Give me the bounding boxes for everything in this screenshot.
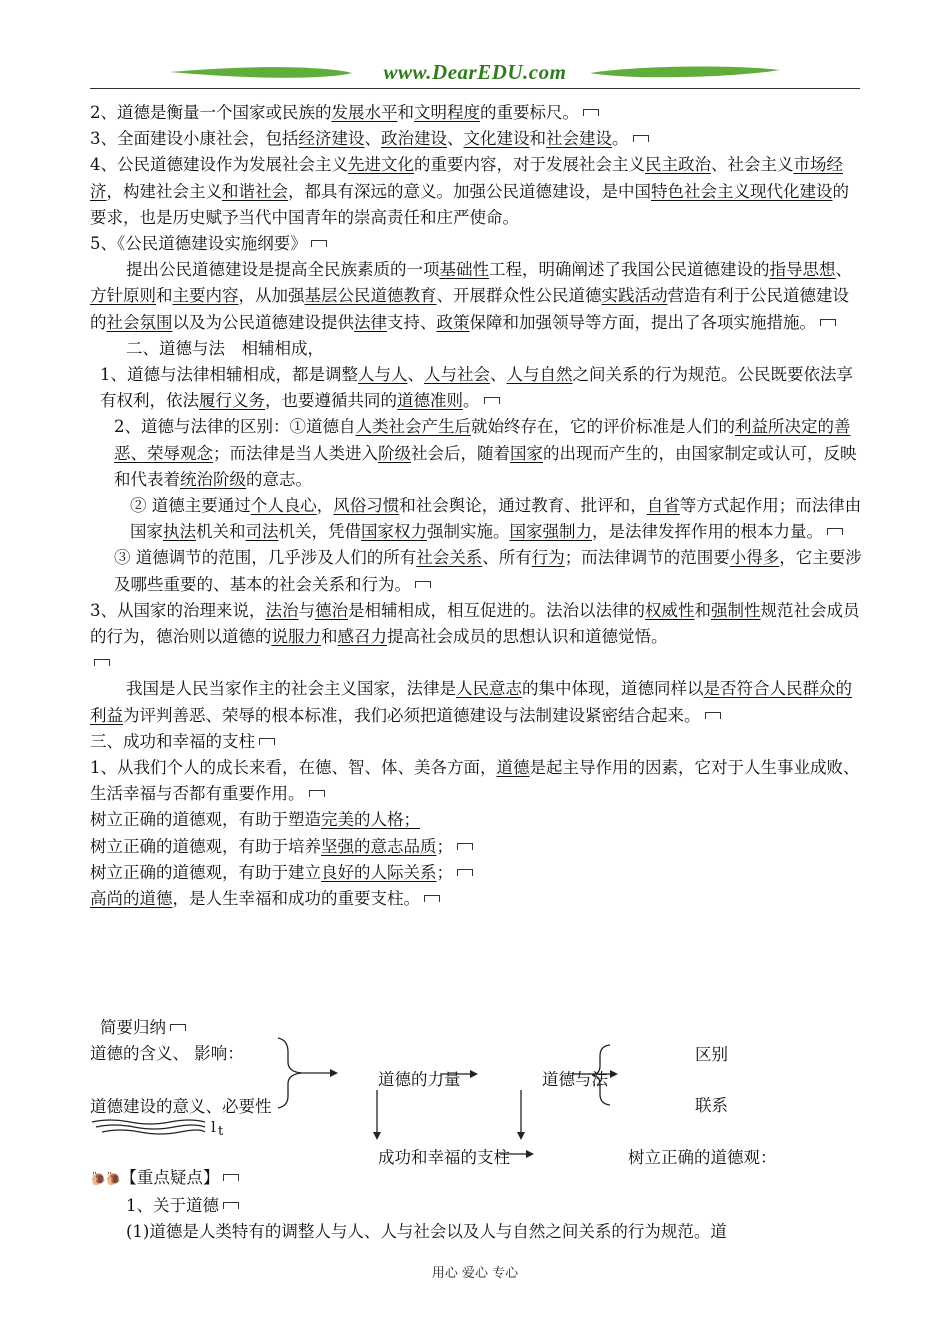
list-item: 树立正确的道德观，有助于塑造完美的人格； — [90, 810, 420, 830]
paragraph-mark-icon — [311, 240, 327, 247]
paragraph-mark-icon — [583, 109, 599, 116]
paragraph-mark-icon — [457, 869, 473, 876]
paragraph-mark-icon — [820, 319, 836, 326]
node-pillar: 成功和幸福的支柱 — [378, 1148, 510, 1167]
node-significance: 道德建设的意义、必要性 — [90, 1097, 272, 1116]
paragraph-7: 1、道德与法律相辅相成，都是调整人与人、人与社会、人与自然之间关系的行为规范。公民既要依法享有权利，依法履行义务，也要遵循共同的道德准则。 — [100, 365, 853, 411]
node-connection: 联系 — [695, 1096, 728, 1115]
main-content — [90, 100, 865, 912]
paragraph-10: ③ 道德调节的范围，几乎涉及人们的所有社会关系、所有行为；而法律调节的范围要小得多，它主要涉及哪些重要的、基本的社会关系和行为。 — [114, 548, 862, 594]
header-rule — [90, 88, 860, 89]
paragraph-2: 2、道德是衡量一个国家或民族的发展水平和文明程度的重要标尺。 — [90, 100, 865, 126]
snail-icon: 🐌🐌 — [90, 1172, 121, 1187]
key-points-section — [90, 1165, 865, 1246]
paragraph-4: 4、公民道德建设作为发展社会主义先进文化的重要内容，对于发展社会主义民主政治、社会主义市场经济，构建社会主义和谐社会，都具有深远的意义。加强公民道德建设，是中国特色社会主义现代化建设的要求，也是历史赋予当代中国青年的崇高责任和庄严使命。 — [90, 155, 849, 227]
summary-diagram — [90, 1010, 870, 1170]
paragraph-13: 1、从我们个人的成长来看，在德、智、体、美各方面，道德是起主导作用的因素，它对于人生事业成败、生活幸福与否都有重要作用。 — [90, 758, 860, 804]
summary-title: 简要归纳 — [100, 1014, 186, 1038]
list-item: 树立正确的道德观，有助于培养坚强的意志品质； — [90, 834, 865, 860]
site-logo[interactable]: www.DearEDU.com — [383, 60, 567, 84]
paragraph-9: ② 道德主要通过个人良心，风俗习惯和社会舆论，通过教育、批评和，自省等方式起作用；而法律由国家执法机关和司法机关，凭借国家权力强制实施。国家强制力，是法律发挥作用的根本力量。 — [130, 496, 862, 542]
stray-letter-l: l — [211, 1118, 216, 1136]
paragraph-mark-icon — [424, 895, 440, 902]
paragraph-mark-icon — [94, 659, 110, 666]
paragraph-11: 3、从国家的治理来说，法治与德治是相辅相成，相互促进的。法治以法律的权威性和强制性规范社会成员的行为，德治则以道德的说服力和感召力提高社会成员的思想认识和道德觉悟。 — [90, 600, 860, 647]
paragraph-mark-icon — [827, 528, 843, 535]
node-moral-view: 树立正确的道德观： — [628, 1148, 777, 1167]
paragraph-5: 5、《公民道德建设实施纲要》 — [90, 231, 865, 257]
list-item: 树立正确的道德观，有助于建立良好的人际关系； — [90, 860, 865, 886]
paragraph-mark-icon — [705, 712, 721, 719]
node-power-of-morality: 道德的力量 — [378, 1070, 461, 1089]
paragraph-mark-icon — [415, 581, 431, 588]
paragraph-mark-icon — [259, 738, 275, 745]
paragraph-8: 2、道德与法律的区别：①道德自人类社会产生后就始终存在，它的评价标准是人们的利益所决定的善恶、荣辱观念；而法律是当人类进入阶级社会后，随着国家的出现而产生的，由国家制定或认可，反映和代表着统治阶级的意志。 — [114, 417, 857, 489]
paragraph-12: 我国是人民当家作主的社会主义国家，法律是人民意志的集中体现，道德同样以是否符合人民群众的利益为评判善恶、荣辱的根本标准，我们必须把道德建设与法制建设紧密结合起来。 — [90, 679, 852, 725]
node-difference: 区别 — [695, 1045, 728, 1064]
paragraph-6: 提出公民道德建设是提高全民族素质的一项基础性工程，明确阐述了我国公民道德建设的指导思想、方针原则和主要内容，从加强基层公民道德教育、开展群众性公民道德实践活动营造有利于公民道德建设的社会氛围以及为公民道德建设提供法律支持、政策保障和加强领导等方面，提出了各项实施措施。 — [90, 260, 852, 332]
paragraph-3: 3、全面建设小康社会，包括经济建设、政治建设、文化建设和社会建设。 — [90, 126, 865, 152]
key-points-heading: 🐌🐌【重点疑点】 — [90, 1165, 865, 1193]
page-footer: 用心 爱心 专心 — [431, 1266, 519, 1281]
paragraph-mark-icon — [170, 1024, 186, 1031]
stray-letter-t: t — [218, 1124, 224, 1139]
section-2-heading: 二、道德与法 相辅相成， — [126, 338, 324, 358]
paragraph-mark-icon — [457, 843, 473, 850]
node-morality-and-law: 道德与法 — [542, 1070, 608, 1089]
paragraph-mark-icon — [633, 135, 649, 142]
paragraph-mark-line — [90, 650, 865, 676]
paragraph-mark-icon — [223, 1174, 239, 1181]
list-item: 高尚的道德，是人生幸福和成功的重要支柱。 — [90, 886, 865, 912]
section-3-heading: 三、成功和幸福的支柱 — [90, 729, 865, 755]
paragraph-mark-icon — [309, 790, 325, 797]
paragraph-mark-icon — [484, 397, 500, 404]
node-meaning-influence: 道德的含义、 影响： — [90, 1044, 244, 1063]
key-subheading: 1、关于道德 — [90, 1193, 865, 1219]
key-paragraph: (1)道德是人类特有的调整人与人、人与社会以及人与自然之间关系的行为规范。道 — [126, 1222, 727, 1242]
site-header — [90, 58, 860, 90]
paragraph-mark-icon — [223, 1202, 239, 1209]
